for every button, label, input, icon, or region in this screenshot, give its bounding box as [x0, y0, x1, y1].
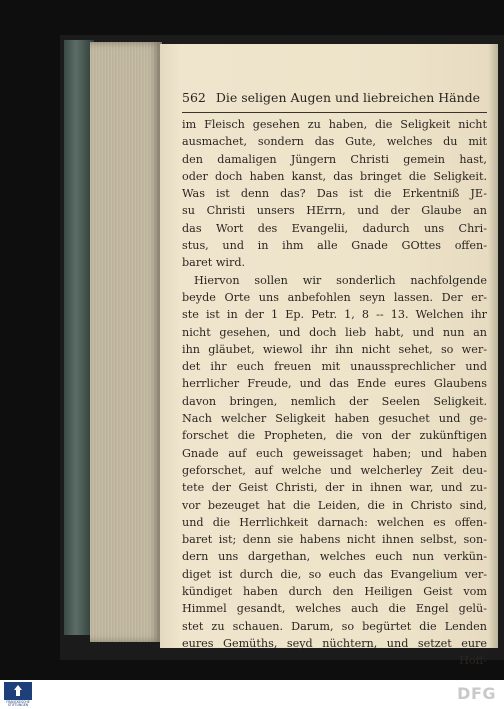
running-header — [182, 90, 487, 110]
text-line: herrlicher Freude, und das Ende eures Glaubens — [182, 377, 487, 391]
text-line: und die Herrlichkeit darnach: welchen es offen- — [182, 515, 487, 529]
text-line: eures Gemüths, seyd nüchtern, und setzet eure — [182, 636, 487, 650]
text-line: diget ist durch die, so euch das Evangelium ver- — [182, 567, 487, 581]
text-line: Nach welcher Seligkeit haben gesuchet und ge- — [182, 412, 487, 426]
text-line: stet zu schauen. Darum, so begürtet die Lenden — [182, 619, 487, 633]
franckesche-stiftungen-logo[interactable] — [4, 682, 32, 707]
text-line: das Wort des Evangelii, dadurch uns Chri- — [182, 221, 487, 235]
text-line: det ihr euch freuen mit unaussprechlicher und — [182, 360, 487, 374]
text-line: oder doch haben kanst, das bringet die Seligkeit. — [182, 169, 487, 183]
text-line: davon bringen, nemlich der Seelen Seligkeit. — [182, 394, 487, 408]
text-line: ihn gläubet, wiewol ihr ihn nicht sehet, so wer- — [182, 342, 487, 356]
viewer-footer — [0, 680, 504, 709]
text-line: su Christi unsers HErrn, und der Glaube an — [182, 204, 487, 218]
text-line: ausmachet, sondern das Gute, welches du mit — [182, 135, 487, 149]
text-line: den damaligen Jüngern Christi gemein hast, — [182, 152, 487, 166]
text-line: im Fleisch gesehen zu haben, die Seligkeit nicht — [182, 118, 487, 131]
text-line: geforschet, auf welche und welcherley Zeit deu- — [182, 463, 487, 477]
text-line: Himmel gesandt, welches auch die Engel gelü- — [182, 602, 487, 616]
text-line: baret ist; denn sie habens nicht ihnen selbst, son- — [182, 533, 487, 547]
text-line: tete der Geist Christi, der in ihnen war, und zu- — [182, 481, 487, 495]
dfg-logo[interactable]: DFG — [457, 684, 496, 703]
logo-emblem-icon — [4, 682, 32, 700]
text-line: kündiget haben durch den Heiligen Geist vom — [182, 585, 487, 599]
header-rule — [182, 112, 487, 113]
running-head-title: Die seligen Augen und liebreichen Hände — [215, 90, 481, 105]
text-line: nicht gesehen, und doch lieb habt, und nun an — [182, 325, 487, 339]
catchword: Hoff- — [459, 654, 487, 668]
text-line: stus, und in ihm alle Gnade GOttes offen- — [182, 239, 487, 253]
text-line: beyde Orte uns anbefohlen seyn lassen. Der er- — [182, 290, 487, 304]
text-line: forschet die Propheten, die von der zukünftigen — [182, 429, 487, 443]
page-gutter-shadow — [488, 44, 498, 648]
text-line: vor bezeuget hat die Leiden, die in Christo sind, — [182, 498, 487, 512]
text-line: dern uns dargethan, welches euch nun verkün- — [182, 550, 487, 564]
page-text — [182, 116, 487, 670]
text-line: ste ist in der 1 Ep. Petr. 1, 8 -- 13. Welchen ihr — [182, 308, 487, 322]
page-edges — [90, 42, 162, 642]
text-line: Hiervon sollen wir sonderlich nachfolgende — [194, 273, 487, 287]
logo-text: FRANCKESCHE STIFTUNGEN — [6, 700, 30, 708]
text-line: Gnade auf euch geweissaget haben; und haben — [182, 446, 487, 460]
text-line: baret wird. — [182, 256, 246, 270]
page-number: 562 — [182, 90, 206, 105]
text-line: Was ist denn das? Das ist die Erkentniß JE- — [182, 187, 487, 201]
book-page — [160, 44, 498, 668]
